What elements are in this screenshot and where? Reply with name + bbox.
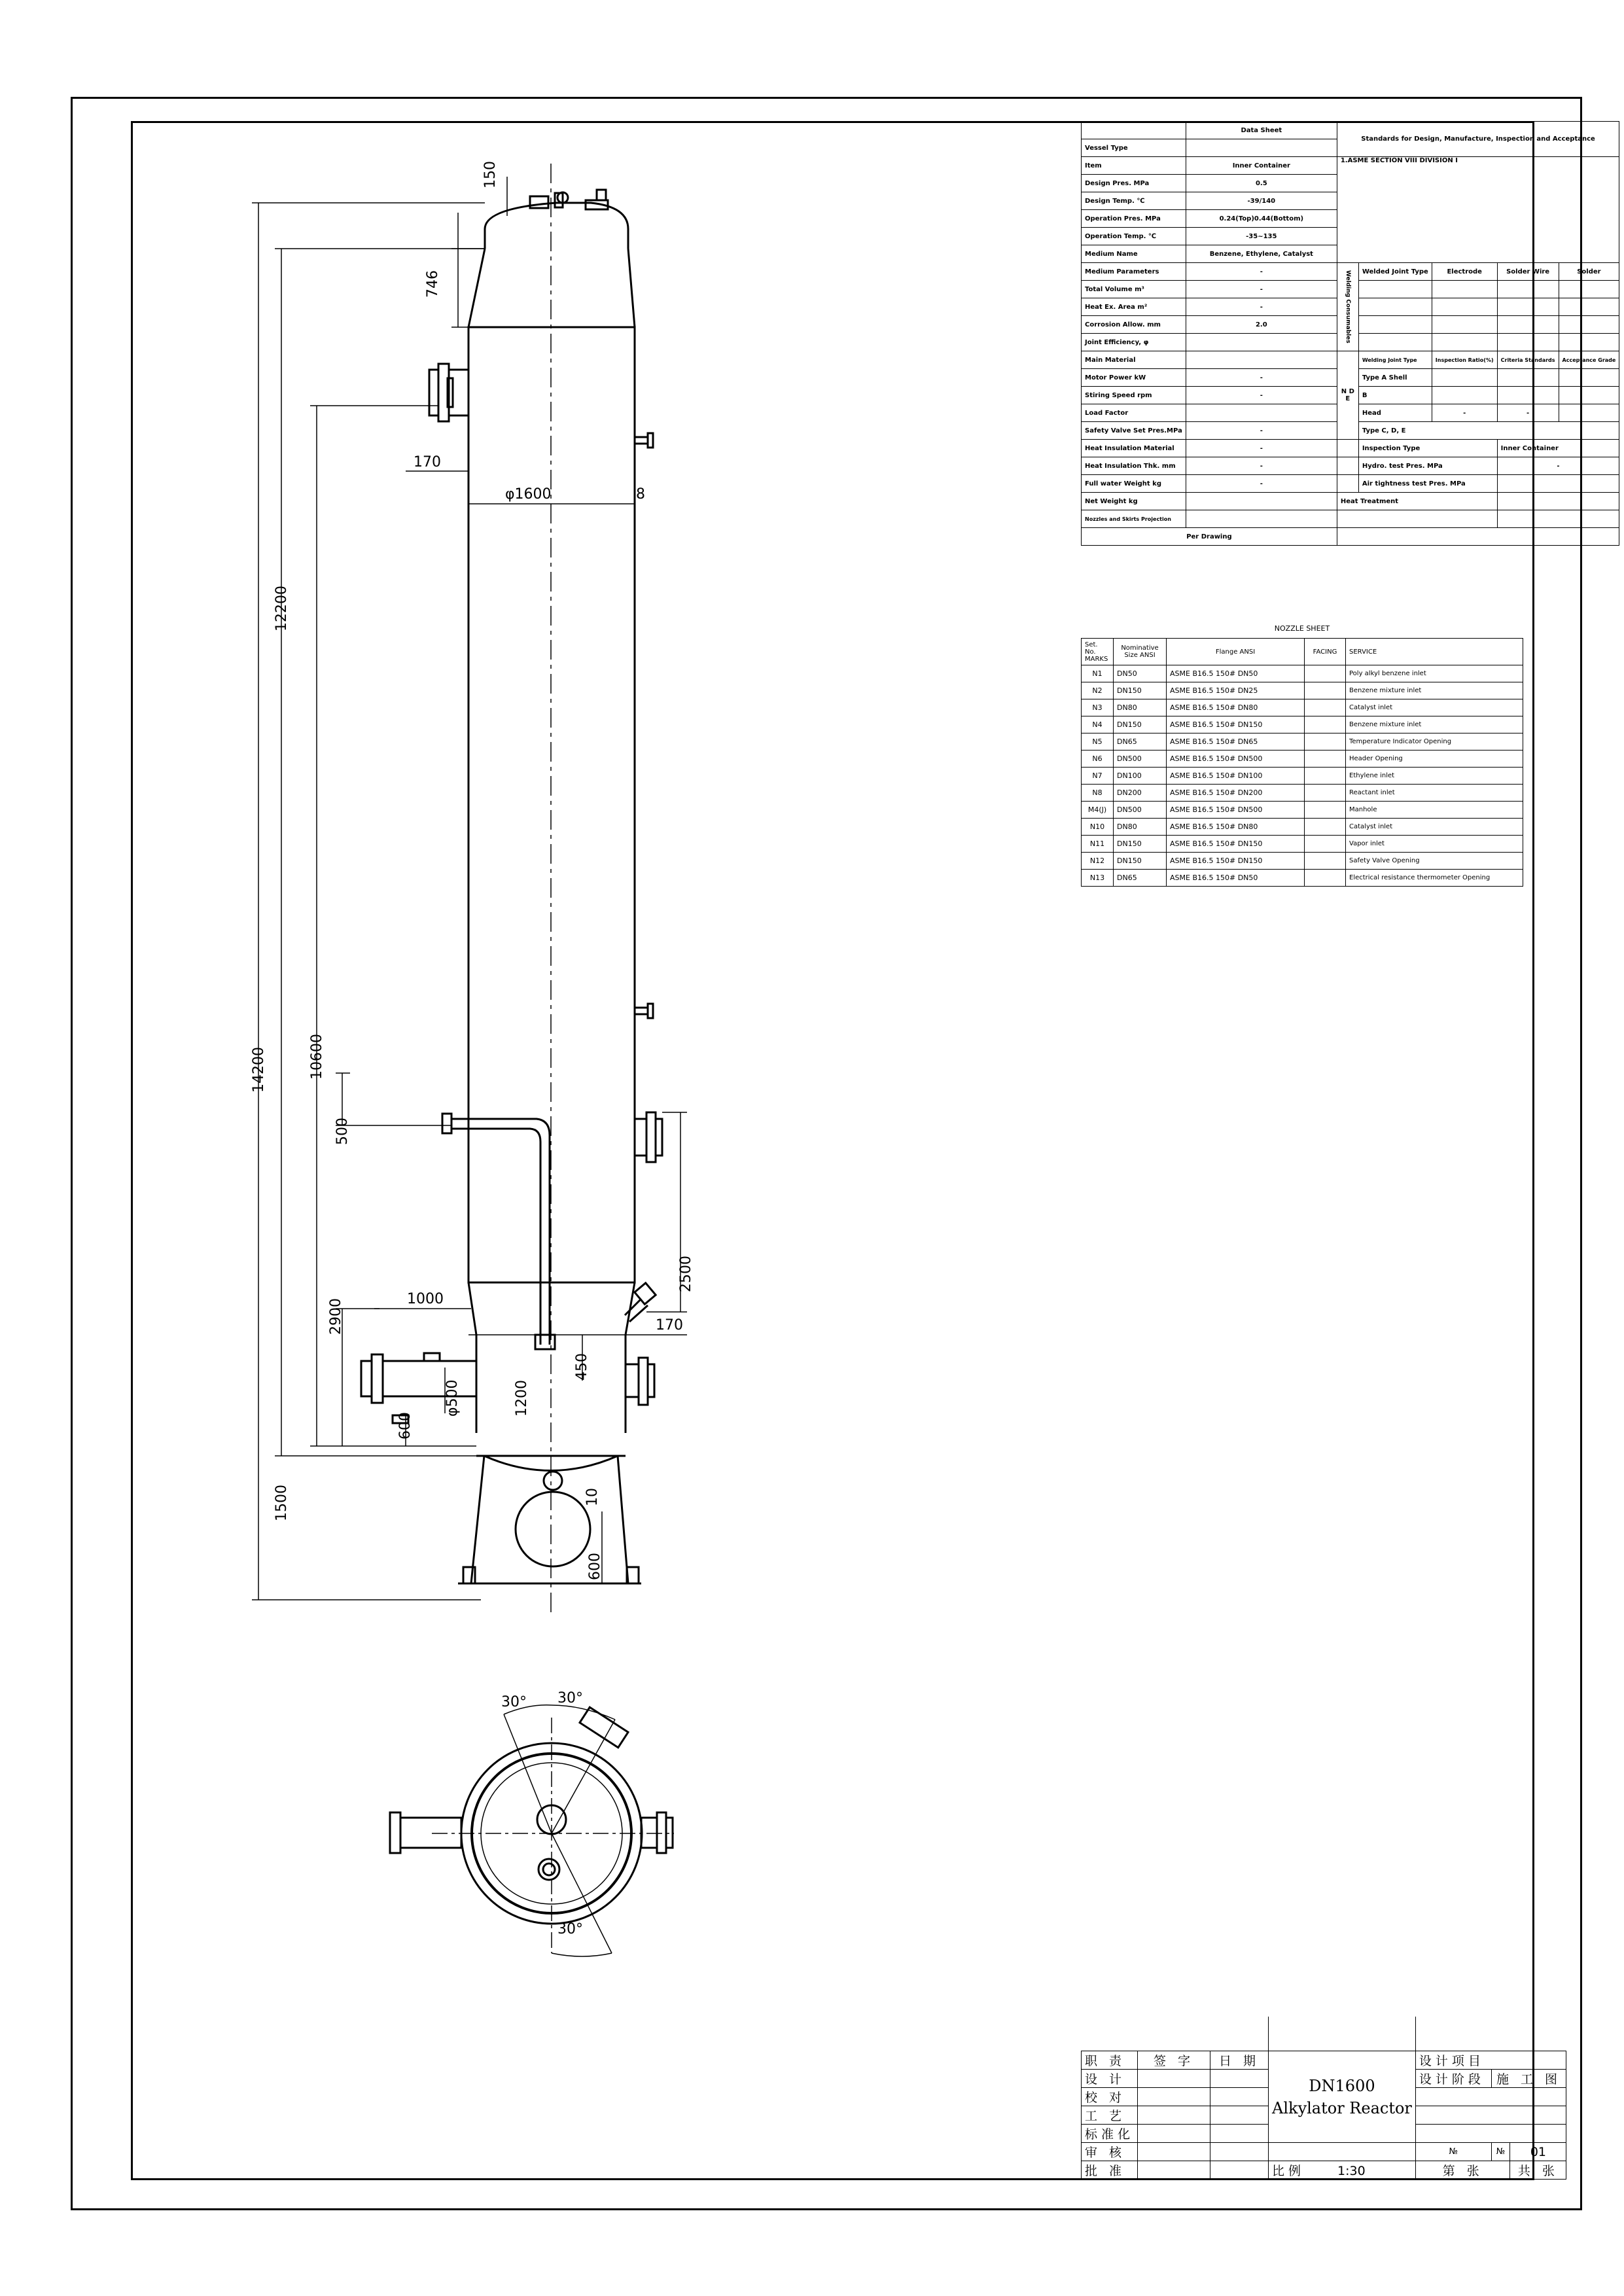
title-block bbox=[1081, 2017, 1566, 2180]
total-sheets: 共 张 bbox=[1510, 2161, 1566, 2180]
nozzle-row bbox=[1082, 665, 1523, 682]
nozzle-cell: N10 bbox=[1082, 819, 1114, 836]
role: 校 对 bbox=[1082, 2088, 1138, 2106]
nozzle-cell bbox=[1305, 819, 1346, 836]
nozzle-cell bbox=[1305, 665, 1346, 682]
role: 审 核 bbox=[1082, 2143, 1138, 2161]
nozzle-cell: ASME B16.5 150# DN65 bbox=[1167, 733, 1305, 751]
ds-label: Heat Ex. Area m² bbox=[1082, 298, 1186, 316]
stage: 设计阶段 bbox=[1415, 2070, 1491, 2088]
nozzle-cell: DN65 bbox=[1114, 870, 1167, 887]
nozzle-cell: DN80 bbox=[1114, 819, 1167, 836]
dim-150: 150 bbox=[482, 161, 499, 188]
nozzle-cell: Poly alkyl benzene inlet bbox=[1346, 665, 1523, 682]
dim-500: 500 bbox=[334, 1118, 351, 1145]
ds-label: Design Temp. ℃ bbox=[1082, 192, 1186, 210]
nozzle-cell: ASME B16.5 150# DN500 bbox=[1167, 751, 1305, 768]
nozzle-cell: DN65 bbox=[1114, 733, 1167, 751]
per-drawing: Per Drawing bbox=[1082, 528, 1337, 546]
inspection-type: Inspection Type bbox=[1358, 440, 1497, 457]
ds-value: 2.0 bbox=[1186, 316, 1337, 334]
nozzle-cell bbox=[1305, 802, 1346, 819]
nozzle-cell: ASME B16.5 150# DN500 bbox=[1167, 802, 1305, 819]
nz-head: SERVICE bbox=[1346, 639, 1523, 665]
dim-1000: 1000 bbox=[407, 1291, 444, 1307]
ds-value bbox=[1186, 139, 1337, 157]
dim-2900: 2900 bbox=[328, 1298, 344, 1335]
lower-cone bbox=[468, 1282, 635, 1433]
nozzle-cell: ASME B16.5 150# DN100 bbox=[1167, 768, 1305, 785]
ds-label: Operation Pres. MPa bbox=[1082, 210, 1186, 228]
upper-cone bbox=[468, 249, 635, 327]
nozzle-cell: Catalyst inlet bbox=[1346, 699, 1523, 716]
nozzle-cell: N4 bbox=[1082, 716, 1114, 733]
nozzle-cell: DN500 bbox=[1114, 751, 1167, 768]
nozzle-cell: Manhole bbox=[1346, 802, 1523, 819]
title-line-2: Alkylator Reactor bbox=[1272, 2098, 1412, 2117]
nozzle-cell bbox=[1305, 716, 1346, 733]
ds-value: 0.24(Top)0.44(Bottom) bbox=[1186, 210, 1337, 228]
nozzle-cell: Header Opening bbox=[1346, 751, 1523, 768]
ds-value: - bbox=[1186, 298, 1337, 316]
ds-label: Corrosion Allow. mm bbox=[1082, 316, 1186, 334]
dim-14200: 14200 bbox=[251, 1047, 267, 1093]
dim-600-skirt: 600 bbox=[587, 1553, 603, 1580]
skirt bbox=[471, 1456, 628, 1583]
ds-label: Total Volume m³ bbox=[1082, 281, 1186, 298]
type-cde: Type C, D, E bbox=[1358, 422, 1619, 440]
nozzle-cell bbox=[1305, 751, 1346, 768]
nozzle-row bbox=[1082, 870, 1523, 887]
nozzle-cell: ASME B16.5 150# DN150 bbox=[1167, 836, 1305, 853]
nozzle-cell: N13 bbox=[1082, 870, 1114, 887]
ds-label: Medium Parameters bbox=[1082, 263, 1186, 281]
ds-value: - bbox=[1186, 457, 1337, 475]
ds-label: Heat Insulation Thk. mm bbox=[1082, 457, 1186, 475]
nozzle-sheet-title: NOZZLE SHEET bbox=[1082, 618, 1523, 639]
nz-head: Set. No. MARKS bbox=[1082, 639, 1114, 665]
nozzle-cell: ASME B16.5 150# DN50 bbox=[1167, 665, 1305, 682]
nozzle-row bbox=[1082, 699, 1523, 716]
dim-600-left: 600 bbox=[397, 1412, 414, 1439]
dim-1500: 1500 bbox=[274, 1485, 290, 1521]
dim-10: 10 bbox=[584, 1488, 601, 1506]
role: 设 计 bbox=[1082, 2070, 1138, 2088]
hydro-test: Hydro. test Pres. MPa bbox=[1358, 457, 1497, 475]
ds-value: - bbox=[1186, 475, 1337, 493]
heat-treatment: Heat Treatment bbox=[1337, 493, 1497, 510]
ds-label: Medium Name bbox=[1082, 245, 1186, 263]
ds-value: - bbox=[1186, 263, 1337, 281]
nozzle-cell: Benzene mixture inlet bbox=[1346, 716, 1523, 733]
ds-label: Design Pres. MPa bbox=[1082, 175, 1186, 192]
dim-12200: 12200 bbox=[274, 586, 290, 631]
nozzle-cell: Temperature Indicator Opening bbox=[1346, 733, 1523, 751]
head: Head bbox=[1358, 404, 1432, 422]
no-a: № bbox=[1415, 2143, 1491, 2161]
nozzle-cell: DN150 bbox=[1114, 836, 1167, 853]
role: 职 责 bbox=[1082, 2051, 1138, 2070]
ds-label: Nozzles and Skirts Projection bbox=[1082, 510, 1186, 528]
ds-value: - bbox=[1186, 369, 1337, 387]
dim-2500: 2500 bbox=[678, 1256, 694, 1292]
solder-wire: Solder Wire bbox=[1497, 263, 1559, 281]
ds-label: Load Factor bbox=[1082, 404, 1186, 422]
solder: Solder bbox=[1559, 263, 1619, 281]
nozzle-cell bbox=[1305, 682, 1346, 699]
nozzle-cell: N1 bbox=[1082, 665, 1114, 682]
nozzle-row bbox=[1082, 785, 1523, 802]
nozzle-cell: ASME B16.5 150# DN25 bbox=[1167, 682, 1305, 699]
nozzle-cell bbox=[1305, 785, 1346, 802]
nozzle-cell: DN150 bbox=[1114, 682, 1167, 699]
nde-head-3: Acceptance Grade bbox=[1559, 351, 1619, 369]
dash: - bbox=[1497, 404, 1559, 422]
ds-value: Benzene, Ethylene, Catalyst bbox=[1186, 245, 1337, 263]
nde-head-2: Criteria Standards bbox=[1497, 351, 1559, 369]
nozzle-cell: N3 bbox=[1082, 699, 1114, 716]
ds-label: Main Material bbox=[1082, 351, 1186, 369]
type-a: Type A Shell bbox=[1358, 369, 1432, 387]
nde-label: N D E bbox=[1337, 351, 1358, 440]
sign-header: 签 字 bbox=[1138, 2051, 1210, 2070]
project: 设计项目 bbox=[1415, 2051, 1566, 2070]
ds-label: Operation Temp. ℃ bbox=[1082, 228, 1186, 245]
nozzle-cell: Vapor inlet bbox=[1346, 836, 1523, 853]
plan-view bbox=[390, 1705, 674, 1956]
welded-joint-type: Welded Joint Type bbox=[1358, 263, 1432, 281]
nozzle-cell: ASME B16.5 150# DN80 bbox=[1167, 699, 1305, 716]
skirt-opening bbox=[516, 1492, 590, 1566]
dim-1200: 1200 bbox=[514, 1380, 530, 1417]
dim-170-top: 170 bbox=[414, 454, 441, 470]
angle-30-b: 30° bbox=[557, 1690, 583, 1706]
nz-head: FACING bbox=[1305, 639, 1346, 665]
ds-value: Inner Container bbox=[1186, 157, 1337, 175]
nozzle-cell: Electrical resistance thermometer Opening bbox=[1346, 870, 1523, 887]
nozzle-cell: N7 bbox=[1082, 768, 1114, 785]
dim-8: 8 bbox=[636, 486, 645, 503]
nozzle-cell bbox=[1305, 836, 1346, 853]
title-line-1: DN1600 bbox=[1309, 2076, 1375, 2095]
nozzle-cell bbox=[1305, 853, 1346, 870]
inner-container: Inner Container bbox=[1497, 440, 1619, 457]
nozzle-cell: Reactant inlet bbox=[1346, 785, 1523, 802]
nozzle-row bbox=[1082, 682, 1523, 699]
nozzle-row bbox=[1082, 853, 1523, 870]
nozzle-cell bbox=[1305, 768, 1346, 785]
nozzle-row bbox=[1082, 819, 1523, 836]
data-sheet-title: Data Sheet bbox=[1186, 122, 1337, 139]
nozzle-cell: DN50 bbox=[1114, 665, 1167, 682]
nz-head: Flange ANSI bbox=[1167, 639, 1305, 665]
reactant-inlet-n8 bbox=[635, 1119, 646, 1156]
dim-170-bottom: 170 bbox=[656, 1317, 683, 1333]
electrode: Electrode bbox=[1432, 263, 1497, 281]
nozzle-cell: N5 bbox=[1082, 733, 1114, 751]
nde-head-1: Inspection Ratio(%) bbox=[1432, 351, 1497, 369]
nozzle-cell: M4(J) bbox=[1082, 802, 1114, 819]
dash: - bbox=[1432, 404, 1497, 422]
nozzle-cell: ASME B16.5 150# DN80 bbox=[1167, 819, 1305, 836]
ds-value: -39/140 bbox=[1186, 192, 1337, 210]
drawing-title bbox=[1269, 2051, 1416, 2143]
nozzle-cell bbox=[1305, 699, 1346, 716]
ds-label: Net Weight kg bbox=[1082, 493, 1186, 510]
ds-label: Motor Power kW bbox=[1082, 369, 1186, 387]
dim-10600: 10600 bbox=[309, 1034, 325, 1080]
ds-value: - bbox=[1186, 387, 1337, 404]
nozzle-cell: N12 bbox=[1082, 853, 1114, 870]
nozzle-cell bbox=[1305, 733, 1346, 751]
nozzle-cell: DN150 bbox=[1114, 853, 1167, 870]
date-header: 日 期 bbox=[1210, 2051, 1269, 2070]
sheet-no: 第 张 bbox=[1415, 2161, 1510, 2180]
ds-value: - bbox=[1186, 422, 1337, 440]
ds-value: - bbox=[1186, 281, 1337, 298]
hydro-value: - bbox=[1497, 457, 1619, 475]
manhole-left bbox=[383, 1361, 476, 1396]
standards-title: Standards for Design, Manufacture, Inspection and Acceptance bbox=[1337, 122, 1619, 157]
ethylene-pipe bbox=[451, 1119, 550, 1345]
nozzle-cell: ASME B16.5 150# DN150 bbox=[1167, 853, 1305, 870]
type-b: B bbox=[1358, 387, 1432, 404]
nde-head-0: Welding Joint Type bbox=[1358, 351, 1432, 369]
ds-label: Stiring Speed rpm bbox=[1082, 387, 1186, 404]
nozzle-cell: ASME B16.5 150# DN200 bbox=[1167, 785, 1305, 802]
nozzle-cell: Catalyst inlet bbox=[1346, 819, 1523, 836]
nozzle-cell: ASME B16.5 150# DN150 bbox=[1167, 716, 1305, 733]
nozzle-cell: DN500 bbox=[1114, 802, 1167, 819]
nozzle-cell: ASME B16.5 150# DN50 bbox=[1167, 870, 1305, 887]
dim-450: 450 bbox=[574, 1353, 590, 1381]
dim-phi500: φ500 bbox=[444, 1379, 461, 1417]
nozzle-cell: N11 bbox=[1082, 836, 1114, 853]
nozzle-row bbox=[1082, 802, 1523, 819]
main-shell bbox=[468, 327, 635, 1282]
role: 批 准 bbox=[1082, 2161, 1138, 2180]
ds-value: 0.5 bbox=[1186, 175, 1337, 192]
role: 标准化 bbox=[1082, 2125, 1138, 2143]
dim-phi1600: φ1600 bbox=[505, 486, 552, 503]
nozzle-cell: N6 bbox=[1082, 751, 1114, 768]
ds-label: Safety Valve Set Pres.MPa bbox=[1082, 422, 1186, 440]
nozzle-cell: DN100 bbox=[1114, 768, 1167, 785]
nozzle-cell: DN200 bbox=[1114, 785, 1167, 802]
nozzle-cell: N8 bbox=[1082, 785, 1114, 802]
nozzle-row bbox=[1082, 751, 1523, 768]
nozzle-row bbox=[1082, 836, 1523, 853]
air-test: Air tightness test Pres. MPa bbox=[1358, 475, 1497, 493]
stage-value: 施 工 图 bbox=[1491, 2070, 1566, 2088]
nozzle-cell: Benzene mixture inlet bbox=[1346, 682, 1523, 699]
nozzle-row bbox=[1082, 716, 1523, 733]
scale: 比例 1:30 bbox=[1269, 2161, 1416, 2180]
ds-label: Heat Insulation Material bbox=[1082, 440, 1186, 457]
no-b: № bbox=[1491, 2143, 1510, 2161]
drawing-number: 01 bbox=[1510, 2143, 1566, 2161]
ds-value: - bbox=[1186, 440, 1337, 457]
role: 工 艺 bbox=[1082, 2106, 1138, 2125]
ds-value: -35~135 bbox=[1186, 228, 1337, 245]
ds-label: Full water Weight kg bbox=[1082, 475, 1186, 493]
nozzle-cell: DN80 bbox=[1114, 699, 1167, 716]
welding-consumables: Welding Consumables bbox=[1337, 263, 1358, 351]
nozzle-cell: DN150 bbox=[1114, 716, 1167, 733]
angle-30-a: 30° bbox=[501, 1694, 527, 1710]
angle-30-c: 30° bbox=[557, 1921, 583, 1937]
nozzle-sheet-table bbox=[1081, 618, 1523, 887]
ds-label: Item bbox=[1082, 157, 1186, 175]
nozzle-row bbox=[1082, 768, 1523, 785]
nozzle-cell: N2 bbox=[1082, 682, 1114, 699]
manhole-right bbox=[626, 1364, 639, 1397]
ds-label: Joint Efficiency, φ bbox=[1082, 334, 1186, 351]
ds-label: Vessel Type bbox=[1082, 139, 1186, 157]
nozzle-row bbox=[1082, 733, 1523, 751]
nozzle-cell: Safety Valve Opening bbox=[1346, 853, 1523, 870]
dim-746: 746 bbox=[425, 270, 441, 298]
data-sheet-table bbox=[1081, 121, 1619, 546]
nozzle-cell bbox=[1305, 870, 1346, 887]
standard-ref: 1.ASME SECTION VIII DIVISION I bbox=[1337, 157, 1619, 263]
nozzle-cell: Ethylene inlet bbox=[1346, 768, 1523, 785]
nz-head: Nominative Size ANSI bbox=[1114, 639, 1167, 665]
